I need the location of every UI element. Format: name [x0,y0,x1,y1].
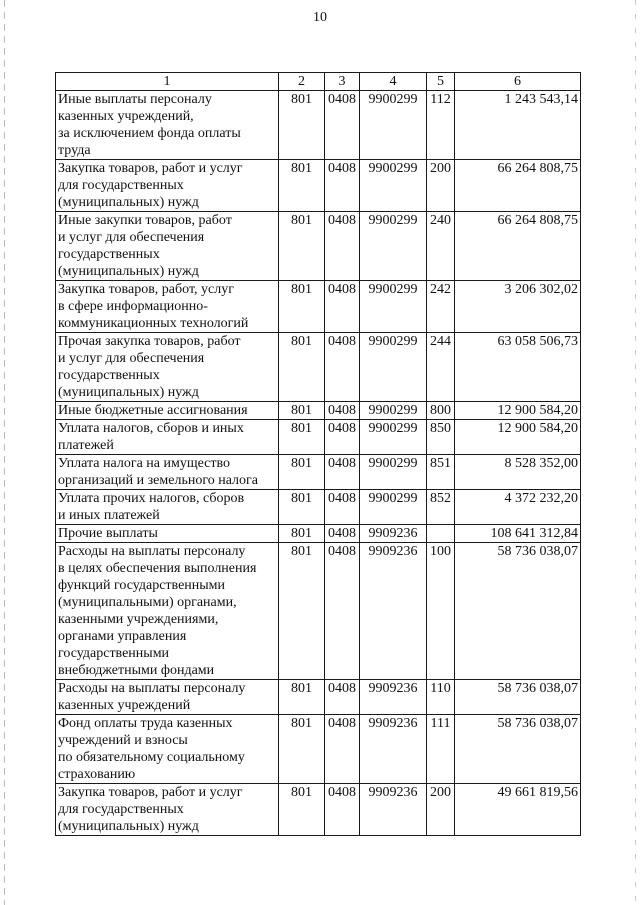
row-name-line: Закупка товаров, работ, услуг [58,282,234,297]
section-code: 0408 [325,420,360,455]
row-name-line: (муниципальных) нужд [58,385,199,400]
row-name-line: для государственных [58,802,184,817]
expense-type-code: 800 [427,402,455,420]
row-name-cell [56,543,279,680]
row-name-cell [56,525,279,543]
target-article-code: 9900299 [360,455,427,490]
row-name-line: государственных [58,247,160,262]
row-name-line: коммуникационных технологий [58,316,249,331]
target-article-code: 9909236 [360,543,427,680]
section-code: 0408 [325,402,360,420]
table-row [56,455,581,490]
glavnyi-rasporyaditel-code: 801 [279,784,325,836]
amount-value: 49 661 819,56 [455,784,581,836]
glavnyi-rasporyaditel-code: 801 [279,543,325,680]
table-row [56,402,581,420]
row-name-line: государственных [58,368,160,383]
row-name-line: Закупка товаров, работ и услуг [58,785,243,800]
row-name-line: Иные закупки товаров, работ [58,213,232,228]
row-name-cell [56,455,279,490]
amount-value: 8 528 352,00 [455,455,581,490]
table-row [56,490,581,525]
target-article-code: 9909236 [360,680,427,715]
row-name-line: Уплата налогов, сборов и иных [58,421,244,436]
target-article-code: 9909236 [360,715,427,784]
expense-type-code [427,525,455,543]
row-name-line: Иные бюджетные ассигнования [58,403,248,418]
row-name-cell [56,715,279,784]
glavnyi-rasporyaditel-code: 801 [279,525,325,543]
table-row [56,160,581,212]
section-code: 0408 [325,212,360,281]
expense-type-code: 850 [427,420,455,455]
row-name-line: организаций и земельного налога [58,473,258,488]
row-name-line: казенными учреждениями, [58,612,219,627]
row-name-line: казенных учреждений, [58,109,194,124]
amount-value: 4 372 232,20 [455,490,581,525]
section-code: 0408 [325,160,360,212]
row-name-line: Закупка товаров, работ и услуг [58,161,243,176]
section-code: 0408 [325,784,360,836]
header-col-5: 5 [427,73,455,91]
amount-value: 58 736 038,07 [455,680,581,715]
table-row [56,281,581,333]
row-name-line: Иные выплаты персоналу [58,92,212,107]
row-name-line: органами управления [58,629,187,644]
section-code: 0408 [325,680,360,715]
amount-value: 66 264 808,75 [455,212,581,281]
glavnyi-rasporyaditel-code: 801 [279,420,325,455]
expense-type-code: 242 [427,281,455,333]
row-name-line: по обязательному социальному [58,750,245,765]
row-name-line: и услуг для обеспечения [58,351,205,366]
target-article-code: 9900299 [360,160,427,212]
header-col-3: 3 [325,73,360,91]
row-name-line: в целях обеспечения выполнения [58,561,257,576]
section-code: 0408 [325,455,360,490]
target-article-code: 9900299 [360,333,427,402]
amount-value: 108 641 312,84 [455,525,581,543]
amount-value: 58 736 038,07 [455,543,581,680]
row-name-line: (муниципальных) нужд [58,264,199,279]
amount-value: 66 264 808,75 [455,160,581,212]
row-name-line: страхованию [58,767,136,782]
row-name-line: Фонд оплаты труда казенных [58,716,233,731]
table-row [56,784,581,836]
header-col-2: 2 [279,73,325,91]
target-article-code: 9900299 [360,420,427,455]
target-article-code: 9909236 [360,784,427,836]
header-col-6: 6 [455,73,581,91]
table-row [56,212,581,281]
row-name-line: Прочие выплаты [58,526,158,541]
table-body [56,91,581,836]
table-row [56,680,581,715]
section-code: 0408 [325,333,360,402]
target-article-code: 9900299 [360,212,427,281]
table-row [56,333,581,402]
expense-type-code: 200 [427,784,455,836]
row-name-cell [56,784,279,836]
budget-table [55,72,581,836]
row-name-line: казенных учреждений [58,698,191,713]
glavnyi-rasporyaditel-code: 801 [279,91,325,160]
row-name-line: Расходы на выплаты персоналу [58,681,246,696]
header-col-4: 4 [360,73,427,91]
table-row [56,715,581,784]
section-code: 0408 [325,281,360,333]
row-name-line: (муниципальными) органами, [58,595,237,610]
scan-edge-left [4,0,5,905]
amount-value: 1 243 543,14 [455,91,581,160]
glavnyi-rasporyaditel-code: 801 [279,715,325,784]
target-article-code: 9900299 [360,490,427,525]
glavnyi-rasporyaditel-code: 801 [279,212,325,281]
row-name-line: и услуг для обеспечения [58,230,205,245]
target-article-code: 9909236 [360,525,427,543]
target-article-code: 9900299 [360,281,427,333]
row-name-cell [56,212,279,281]
target-article-code: 9900299 [360,91,427,160]
expense-type-code: 111 [427,715,455,784]
target-article-code: 9900299 [360,402,427,420]
row-name-line: Уплата прочих налогов, сборов [58,491,245,506]
row-name-cell [56,490,279,525]
expense-type-code: 240 [427,212,455,281]
row-name-line: и иных платежей [58,508,160,523]
expense-type-code: 112 [427,91,455,160]
expense-type-code: 110 [427,680,455,715]
row-name-cell [56,160,279,212]
expense-type-code: 244 [427,333,455,402]
row-name-line: для государственных [58,178,184,193]
row-name-line: внебюджетными фондами [58,663,215,678]
amount-value: 58 736 038,07 [455,715,581,784]
row-name-line: функций государственными [58,578,226,593]
section-code: 0408 [325,91,360,160]
section-code: 0408 [325,543,360,680]
table-row [56,525,581,543]
row-name-cell [56,680,279,715]
page-number: 10 [313,10,327,25]
expense-type-code: 851 [427,455,455,490]
expense-type-code: 852 [427,490,455,525]
row-name-line: платежей [58,438,114,453]
row-name-line: государственными [58,646,170,661]
glavnyi-rasporyaditel-code: 801 [279,490,325,525]
header-col-1: 1 [56,73,279,91]
table-header-row [56,73,581,91]
glavnyi-rasporyaditel-code: 801 [279,402,325,420]
row-name-line: Расходы на выплаты персоналу [58,544,246,559]
table-row [56,543,581,680]
table-row [56,420,581,455]
amount-value: 12 900 584,20 [455,420,581,455]
expense-type-code: 100 [427,543,455,680]
row-name-line: (муниципальных) нужд [58,819,199,834]
row-name-cell [56,402,279,420]
section-code: 0408 [325,490,360,525]
glavnyi-rasporyaditel-code: 801 [279,160,325,212]
expense-type-code: 200 [427,160,455,212]
row-name-line: за исключением фонда оплаты [58,126,241,141]
row-name-line: учреждений и взносы [58,733,188,748]
section-code: 0408 [325,715,360,784]
table-row [56,91,581,160]
scan-edge-right [635,0,636,905]
row-name-line: Прочая закупка товаров, работ [58,334,241,349]
row-name-line: Уплата налога на имущество [58,456,231,471]
glavnyi-rasporyaditel-code: 801 [279,333,325,402]
glavnyi-rasporyaditel-code: 801 [279,680,325,715]
amount-value: 3 206 302,02 [455,281,581,333]
row-name-line: труда [58,143,91,158]
section-code: 0408 [325,525,360,543]
row-name-cell [56,91,279,160]
glavnyi-rasporyaditel-code: 801 [279,455,325,490]
row-name-line: (муниципальных) нужд [58,195,199,210]
row-name-cell [56,333,279,402]
row-name-cell [56,281,279,333]
row-name-cell [56,420,279,455]
glavnyi-rasporyaditel-code: 801 [279,281,325,333]
amount-value: 12 900 584,20 [455,402,581,420]
row-name-line: в сфере информационно- [58,299,208,314]
amount-value: 63 058 506,73 [455,333,581,402]
